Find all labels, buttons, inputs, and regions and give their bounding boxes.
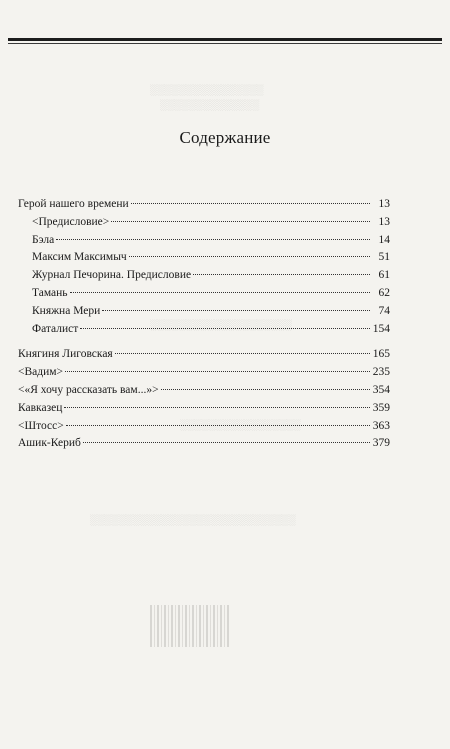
toc-dot-leader: [193, 274, 370, 275]
toc-entry: [18, 214, 390, 232]
toc-dot-leader: [64, 407, 370, 408]
toc-dot-leader: [129, 256, 370, 257]
toc-entry-page-number: 165: [372, 348, 390, 361]
bleed-through-text: ░░░░░░░░░░░░░░░░: [150, 85, 264, 96]
toc-entry-title: Княжна Мери: [32, 304, 101, 317]
table-of-contents: [18, 196, 390, 453]
toc-entry-title: <Штосс>: [18, 419, 64, 432]
toc-dot-leader: [80, 328, 370, 329]
toc-dot-leader: [131, 203, 370, 204]
toc-entry-page-number: 62: [378, 286, 390, 299]
toc-group-main: [18, 196, 390, 338]
toc-entry-title: Герой нашего времени: [18, 198, 129, 210]
toc-dot-leader: [70, 292, 370, 293]
bleed-through-text: ░░░░░░░░░░░░░░░░░: [180, 420, 301, 431]
toc-entry-title: Журнал Печорина. Предисловие: [32, 269, 192, 282]
toc-dot-leader: [83, 442, 370, 443]
toc-dot-leader: [111, 221, 370, 222]
toc-entry-title: Ашик-Кериб: [18, 437, 81, 450]
toc-dot-leader: [66, 425, 370, 426]
toc-entry-page-number: 354: [372, 383, 390, 396]
toc-entry: [18, 435, 390, 453]
toc-entry: [18, 321, 390, 339]
bleed-through-text: ░░░░░░░░░░░░░░░░░░░░░░░░░░░░░: [90, 515, 296, 526]
toc-entry-title: <Вадим>: [18, 366, 64, 379]
toc-dot-leader: [56, 239, 370, 240]
page-title: Содержание: [179, 128, 271, 147]
toc-group-gap: [18, 338, 390, 346]
toc-entry-title: Княгиня Лиговская: [18, 348, 113, 361]
toc-entry-page-number: 51: [378, 251, 390, 264]
bleed-through-text: ░░░░░░░░░░░░░░░░░░░░: [150, 320, 292, 331]
toc-entry-title: Фаталист: [32, 322, 79, 335]
toc-entry-page-number: 359: [372, 401, 390, 414]
toc-dot-leader: [161, 389, 370, 390]
toc-entry-page-number: 61: [378, 269, 390, 282]
toc-entry-title: Бэла: [32, 233, 55, 246]
toc-entry-page-number: 235: [372, 366, 390, 379]
toc-entry-title: Максим Максимыч: [32, 251, 127, 264]
toc-entry-page-number: 74: [378, 304, 390, 317]
bleed-through-text: ░░░░░░░░░░░░░░: [160, 100, 260, 111]
toc-group-other: [18, 346, 390, 453]
toc-entry: [18, 249, 390, 267]
toc-entry-page-number: 379: [372, 437, 390, 450]
top-rule-thin: [8, 43, 442, 44]
toc-entry: [18, 400, 390, 418]
toc-entry: [18, 364, 390, 382]
toc-entry: [18, 346, 390, 364]
toc-entry-title: <«Я хочу рассказать вам...»>: [18, 383, 159, 396]
toc-entry-page-number: 14: [378, 233, 390, 246]
toc-entry-title: <Предисловие>: [32, 215, 110, 228]
toc-entry: [18, 418, 390, 436]
toc-entry: [18, 382, 390, 400]
toc-dot-leader: [65, 371, 370, 372]
toc-entry: [18, 285, 390, 303]
toc-entry-page-number: 154: [372, 322, 390, 335]
top-rule: [8, 38, 442, 41]
toc-entry: [18, 196, 390, 214]
toc-dot-leader: [115, 353, 370, 354]
toc-entry-title: Кавказец: [18, 401, 63, 414]
toc-entry: [18, 303, 390, 321]
toc-entry-page-number: 13: [378, 215, 390, 228]
toc-entry: [18, 232, 390, 250]
toc-entry-title: Тамань: [32, 286, 68, 299]
toc-entry-page-number: 363: [372, 419, 390, 432]
toc-dot-leader: [102, 310, 370, 311]
bleed-through-barcode: [150, 605, 230, 647]
toc-entry: [18, 267, 390, 285]
toc-entry-page-number: 13: [378, 198, 390, 210]
